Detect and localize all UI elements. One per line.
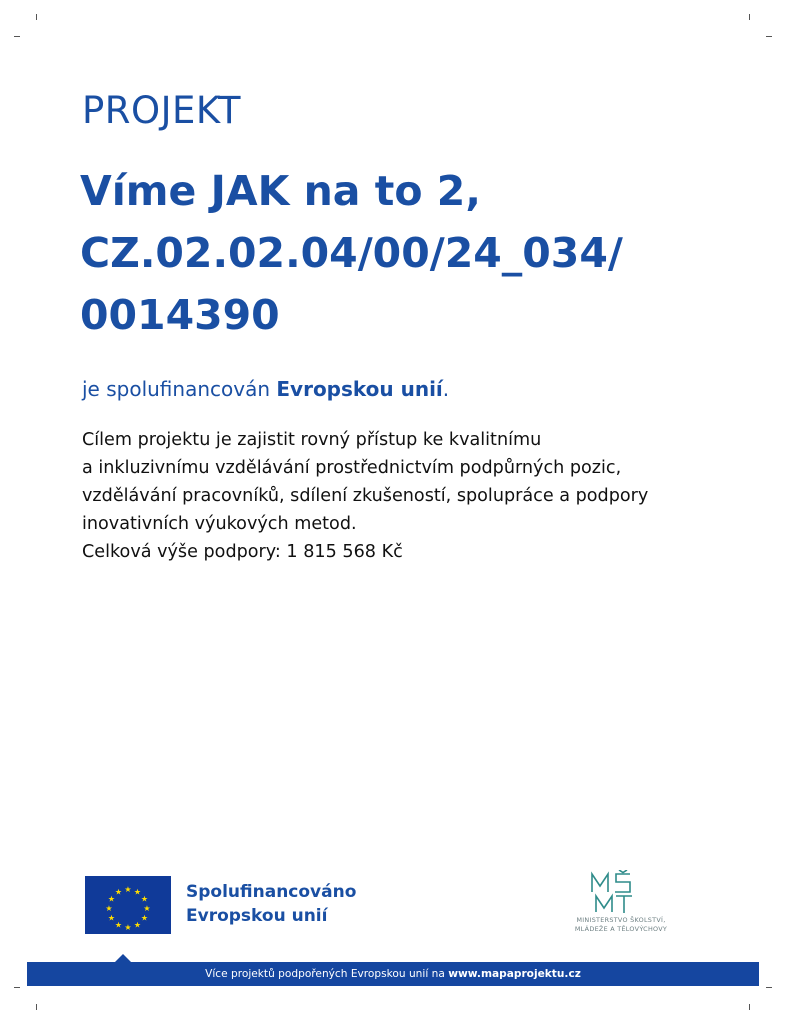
description-line: a inkluzivnímu vzdělávání prostřednictvím podpůrných pozic, xyxy=(82,458,622,478)
svg-text:★: ★ xyxy=(114,920,123,930)
svg-text:★: ★ xyxy=(107,913,116,923)
crop-mark xyxy=(14,987,20,988)
svg-text:★: ★ xyxy=(133,920,142,930)
svg-text:★: ★ xyxy=(143,904,151,913)
project-label: PROJEKT xyxy=(82,89,241,132)
crop-mark xyxy=(36,14,37,20)
crop-mark xyxy=(766,987,772,988)
eu-label-line: Evropskou unií xyxy=(186,906,328,926)
svg-text:★: ★ xyxy=(140,913,149,923)
svg-text:★: ★ xyxy=(133,887,142,897)
svg-text:★: ★ xyxy=(107,894,116,904)
crop-mark xyxy=(36,1004,37,1010)
crop-mark xyxy=(766,36,772,37)
svg-text:★: ★ xyxy=(114,887,123,897)
svg-text:★: ★ xyxy=(124,923,132,932)
cofinance-statement xyxy=(82,374,449,404)
msmt-name-line: MINISTERSTVO ŠKOLSTVÍ, xyxy=(576,916,666,924)
description-line: Cílem projektu je zajistit rovný přístup ke kvalitnímu xyxy=(82,430,542,450)
cofinance-suffix: . xyxy=(442,377,450,401)
msmt-logo-icon xyxy=(590,870,634,916)
cofinance-emphasis: Evropskou unií xyxy=(276,377,443,401)
footer-text: Více projektů podpořených Evropskou unií na xyxy=(205,968,449,980)
svg-text:★: ★ xyxy=(124,885,132,894)
crop-mark xyxy=(14,36,20,37)
eu-cofunded-label xyxy=(186,880,356,928)
svg-text:★: ★ xyxy=(140,894,149,904)
eu-label-line: Spolufinancováno xyxy=(186,882,357,902)
project-title xyxy=(80,160,720,346)
cofinance-prefix: je spolufinancován xyxy=(82,377,277,401)
crop-mark xyxy=(749,14,750,20)
title-line: 0014390 xyxy=(80,291,280,339)
crop-mark xyxy=(749,1004,750,1010)
eu-flag-icon xyxy=(85,876,171,934)
description-line: inovativních výukových metod. xyxy=(82,514,357,534)
description-line: vzdělávání pracovníků, sdílení zkušeností, spolupráce a podpory xyxy=(82,486,649,506)
title-line: Víme JAK na to 2, xyxy=(80,167,481,215)
project-description xyxy=(82,426,722,566)
msmt-name-line: MLÁDEŽE A TĚLOVÝCHOVY xyxy=(574,925,668,933)
svg-text:★: ★ xyxy=(105,904,113,913)
footer-banner xyxy=(27,962,759,986)
msmt-logo xyxy=(556,870,686,940)
funding-amount: Celková výše podpory: 1 815 568 Kč xyxy=(82,542,403,562)
title-line: CZ.02.02.04/00/24_034/ xyxy=(80,229,623,277)
footer-link[interactable]: www.mapaprojektu.cz xyxy=(448,968,581,980)
